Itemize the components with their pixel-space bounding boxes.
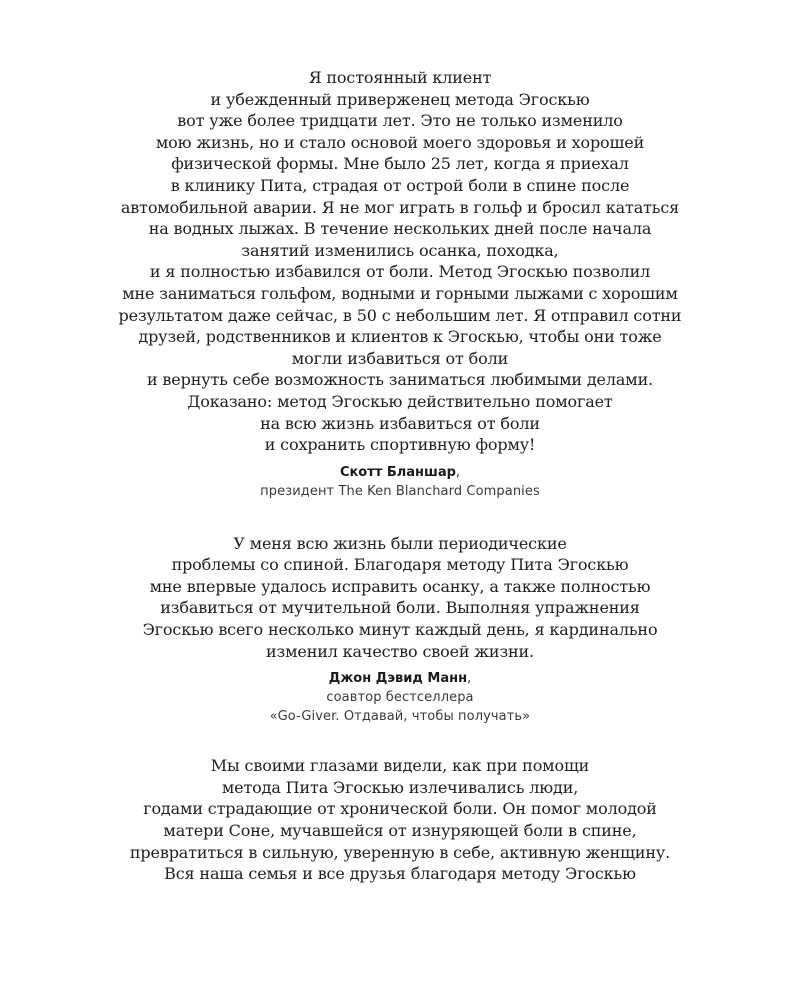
testimonial-mann bbox=[0, 533, 800, 727]
quote-line: и вернуть себе возможность заниматься любимыми делами. bbox=[146, 370, 654, 390]
quote-line: матери Соне, мучавшейся от изнуряющей боли в спине, bbox=[163, 821, 637, 841]
quote-line: на всю жизнь избавиться от боли bbox=[260, 413, 540, 433]
quote-line: могли избавиться от боли bbox=[291, 348, 509, 368]
quote-line: мне впервые удалось исправить осанку, а также полностью bbox=[149, 576, 651, 596]
quote-line: Мы своими глазами видели, как при помощи bbox=[210, 756, 590, 776]
author-name: Скотт Бланшар bbox=[339, 464, 456, 480]
author-name: Джон Дэвид Манн bbox=[328, 671, 468, 687]
quote-line: вот уже более тридцати лет. Это не только изменило bbox=[177, 111, 623, 131]
testimonials-page bbox=[0, 67, 800, 885]
quote-line: Я постоянный клиент bbox=[308, 68, 492, 87]
quote-line: У меня всю жизнь были периодические bbox=[233, 533, 567, 553]
quote-line: Доказано: метод Эгоскью действительно помогает bbox=[187, 391, 613, 411]
testimonial-family bbox=[0, 755, 800, 885]
quote-line: избавиться от мучительной боли. Выполняя упражнения bbox=[160, 598, 640, 618]
quote-line: и сохранить спортивную форму! bbox=[264, 435, 536, 455]
quote-line: и убежденный приверженец метода Эгоскью bbox=[210, 89, 590, 109]
quote-line: проблемы со спиной. Благодаря методу Пита Эгоскью bbox=[171, 555, 629, 575]
quote-line: мою жизнь, но и стало основой моего здоровья и хорошей bbox=[155, 132, 645, 152]
testimonial-author bbox=[0, 669, 800, 726]
quote-line: Вся наша семья и все друзья благодаря методу Эгоскью bbox=[164, 864, 636, 884]
testimonial-quote bbox=[0, 755, 800, 885]
testimonial-blanchard bbox=[0, 67, 800, 501]
author-role: «Go-Giver. Отдавай, чтобы получать» bbox=[269, 709, 531, 725]
author-name-line: Джон Дэвид Манн, bbox=[328, 671, 472, 687]
quote-line: результатом даже сейчас, в 50 с небольшим лет. Я отправил сотни bbox=[118, 305, 682, 325]
author-name-line: Скотт Бланшар, bbox=[339, 464, 461, 480]
quote-line: автомобильной аварии. Я не мог играть в гольф и бросил кататься bbox=[120, 197, 680, 217]
quote-line: годами страдающие от хронической боли. Он помог молодой bbox=[143, 799, 657, 819]
author-role: соавтор бестселлера bbox=[326, 690, 474, 706]
testimonial-quote bbox=[0, 67, 800, 456]
quote-line: занятий изменились осанка, походка, bbox=[241, 240, 559, 260]
quote-line: Эгоскью всего несколько минут каждый день, я кардинально bbox=[142, 620, 658, 640]
author-role: президент The Ken Blanchard Companies bbox=[260, 483, 540, 499]
quote-line: мне заниматься гольфом, водными и горными лыжами с хорошим bbox=[122, 283, 678, 303]
quote-line: друзей, родственников и клиентов к Эгоскью, чтобы они тоже bbox=[138, 327, 662, 347]
quote-line: и я полностью избавился от боли. Метод Эгоскью позволил bbox=[149, 262, 651, 282]
quote-line: в клинику Пита, страдая от острой боли в спине после bbox=[170, 175, 630, 195]
quote-line: физической формы. Мне было 25 лет, когда я приехал bbox=[171, 154, 629, 174]
quote-line: изменил качество своей жизни. bbox=[265, 641, 534, 661]
testimonial-author bbox=[0, 463, 800, 501]
quote-line: метода Пита Эгоскью излечивались люди, bbox=[221, 777, 579, 797]
quote-line: на водных лыжах. В течение нескольких дней после начала bbox=[148, 219, 652, 239]
testimonial-quote bbox=[0, 533, 800, 663]
quote-line: превратиться в сильную, уверенную в себе, активную женщину. bbox=[129, 842, 671, 862]
